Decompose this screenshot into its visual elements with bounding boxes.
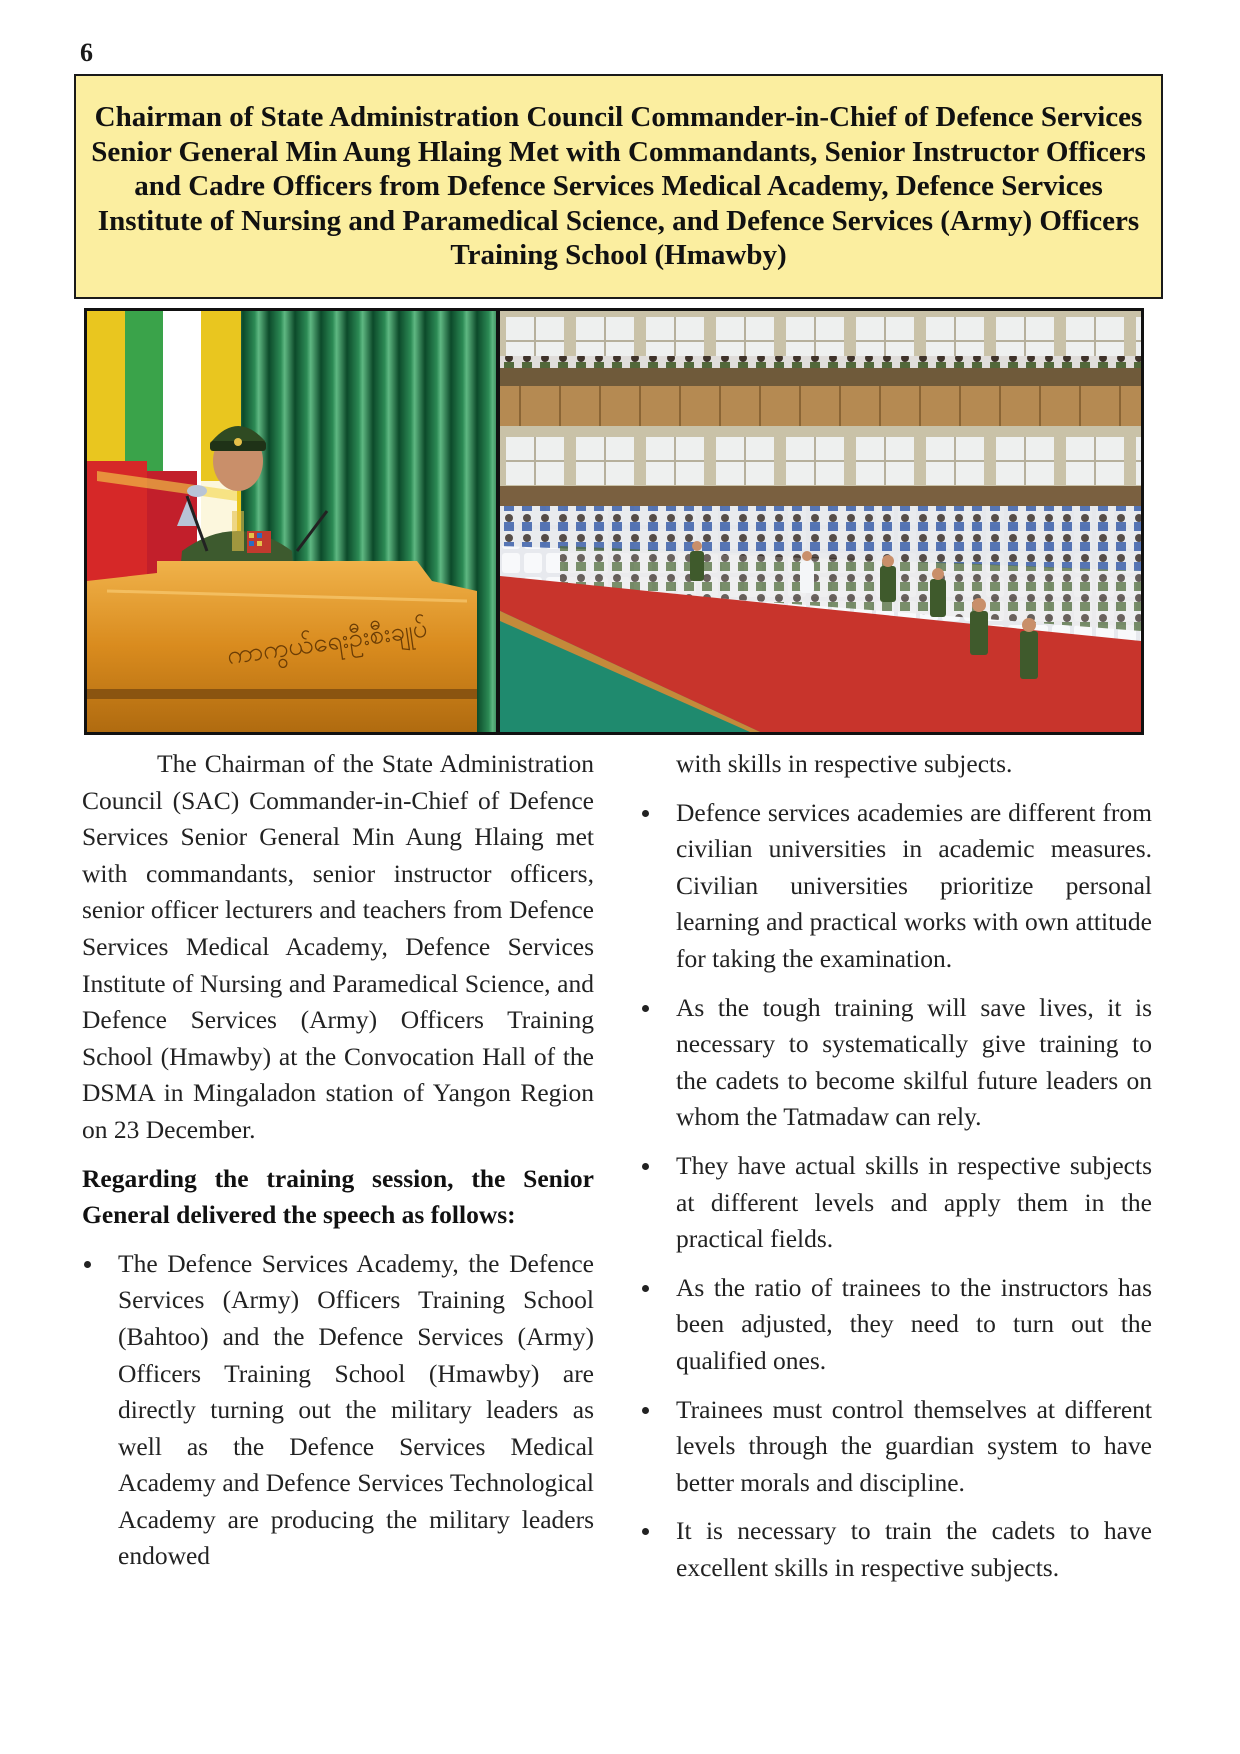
- photo-strip: [84, 308, 1144, 735]
- column-left: [82, 746, 594, 1587]
- photo-convocation-hall: [500, 311, 1141, 732]
- speech-point: Trainees must control themselves at different levels through the guardian system to have better morals and discipline.: [640, 1392, 1152, 1502]
- speech-point: As the ratio of trainees to the instructors has been adjusted, they need to turn out the qualified ones.: [640, 1270, 1152, 1380]
- speech-point: As the tough training will save lives, it is necessary to systematically give training to the cadets to become skilful future leaders on whom the Tatmadaw can rely.: [640, 990, 1152, 1136]
- speech-point: Defence services academies are different from civilian universities in academic measures. Civilian universities prioritize personal learning and practical works with own attitude for taking the examination.: [640, 795, 1152, 978]
- hall-illustration: [500, 311, 1141, 732]
- speech-point: They have actual skills in respective subjects at different levels and apply them in the practical fields.: [640, 1148, 1152, 1258]
- column-right: [640, 746, 1152, 1598]
- speech-points-left: [82, 1246, 594, 1575]
- article-headline: Chairman of State Administration Council Commander-in-Chief of Defence Services Senior General Min Aung Hlaing Met with Commandants, Senior Instructor Officers and Cadre Officers from Defence Services Medical Academy, Defence Services Institute of Nursing and Paramedical Science, and Defence Services (Army) Officers Training School (Hmawby): [91, 101, 1146, 272]
- podium-inscription: ကာကွယ်ရေးဦးစီးချုပ်: [225, 613, 430, 672]
- speaker-illustration: [87, 311, 496, 732]
- photo-speaker-at-podium: [87, 311, 496, 732]
- speech-point-continuation: with skills in respective subjects.: [676, 749, 1013, 778]
- speech-point: The Defence Services Academy, the Defence Services (Army) Officers Training School (Bahtoo) and the Defence Services (Army) Officers Training School (Hmawby) are directly turning out the military leaders as well as the Defence Services Medical Academy and Defence Services Technological Academy are producing the military leaders endowed: [82, 1246, 594, 1575]
- speech-points-right: [640, 795, 1152, 1587]
- podium: [87, 561, 477, 732]
- intro-paragraph: The Chairman of the State Administration Council (SAC) Commander-in-Chief of Defence Services Senior General Min Aung Hlaing met with commandants, senior instructor officers, senior officer lecturers and teachers from Defence Services Medical Academy, Defence Services Institute of Nursing and Paramedical Science, and Defence Services (Army) Officers Training School (Hmawby) at the Convocation Hall of the DSMA in Mingaladon station of Yangon Region on 23 December.: [82, 749, 594, 1144]
- speech-point: It is necessary to train the cadets to have excellent skills in respective subjects.: [640, 1513, 1152, 1586]
- page-number: 6: [80, 38, 93, 67]
- speech-lead: Regarding the training session, the Senior General delivered the speech as follows:: [82, 1163, 594, 1230]
- headline-box: [74, 74, 1163, 299]
